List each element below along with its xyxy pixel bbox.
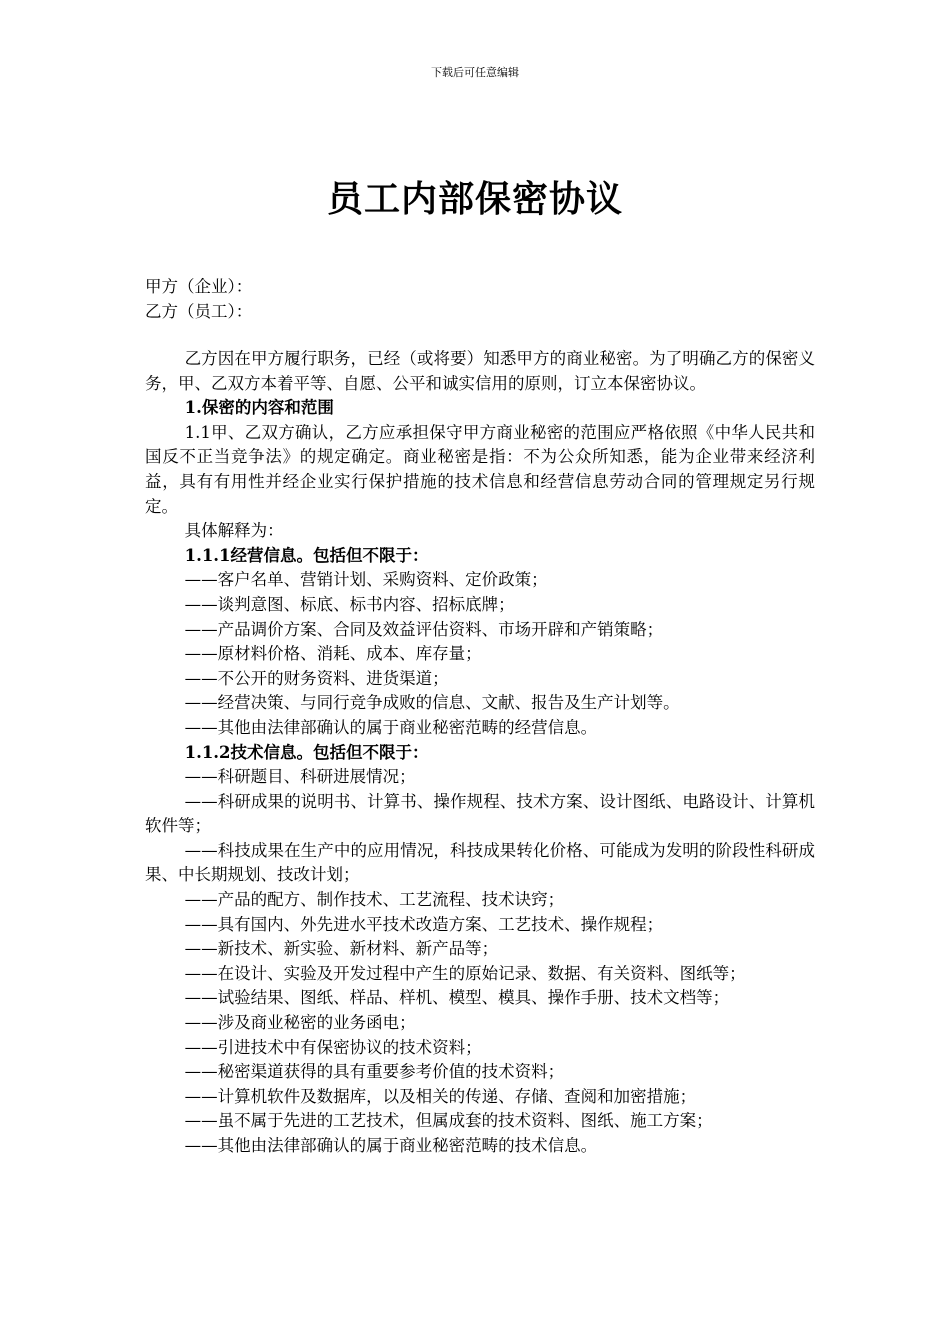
subsection-1-1-1-heading: 1.1.1经营信息。包括但不限于： — [184, 545, 429, 565]
list-item: ——具有国内、外先进水平技术改造方案、工艺技术、操作规程； — [184, 914, 664, 934]
list-item: ——计算机软件及数据库，以及相关的传递、存储、查阅和加密措施； — [184, 1086, 697, 1106]
list-item: ——新技术、新实验、新材料、新产品等； — [184, 939, 499, 959]
section-1-heading: 1.保密的内容和范围 — [184, 398, 334, 418]
list-item: ——其他由法律部确认的属于商业秘密范畴的技术信息。 — [184, 1136, 598, 1155]
list-item: ——涉及商业秘密的业务函电； — [184, 1013, 416, 1033]
list-item: ——试验结果、图纸、样品、样机、模型、模具、操作手册、技术文档等； — [184, 988, 730, 1008]
party-b-line: 乙方（员工）： — [145, 302, 253, 321]
list-item: ——科研成果的说明书、计算书、操作规程、技术方案、设计图纸、电路设计、计算机软件等； — [145, 791, 815, 836]
list-item: ——秘密渠道获得的具有重要参考价值的技术资料； — [184, 1062, 565, 1082]
list-item: ——谈判意图、标底、标书内容、招标底牌； — [184, 594, 515, 614]
list-item: ——科研题目、科研进展情况； — [184, 767, 416, 787]
header-note: 下载后可任意编辑 — [431, 66, 519, 79]
document-title: 员工内部保密协议 — [326, 178, 623, 220]
clause-1-1: 1.1甲、乙双方确认，乙方应承担保守甲方商业秘密的范围应严格依照《中华人民共和国反不正当竞争法》的规定确定。商业秘密是指：不为公众所知悉，能为企业带来经济利益，具有有用性并经企业实行保护措施的技术信息和经营信息劳动合同的管理规定另行规定。 — [145, 422, 815, 516]
list-item: ——经营决策、与同行竞争成败的信息、文献、报告及生产计划等。 — [184, 693, 680, 713]
list-item: ——产品调价方案、合同及效益评估资料、市场开辟和产销策略； — [184, 619, 664, 639]
list-item: ——客户名单、营销计划、采购资料、定价政策； — [184, 570, 548, 590]
intro-paragraph: 乙方因在甲方履行职务，已经（或将要）知悉甲方的商业秘密。为了明确乙方的保密义务，甲、乙双方本着平等、自愿、公平和诚实信用的原则，订立本保密协议。 — [145, 349, 815, 393]
list-item: ——原材料价格、消耗、成本、库存量； — [184, 644, 482, 664]
parties-block — [145, 274, 815, 324]
list-item: ——虽不属于先进的工艺技术，但属成套的技术资料、图纸、施工方案； — [184, 1111, 713, 1131]
list-item: ——产品的配方、制作技术、工艺流程、技术诀窍； — [184, 890, 565, 910]
document-body — [145, 347, 815, 1159]
list-item: ——引进技术中有保密协议的技术资料； — [184, 1037, 482, 1057]
explain-line: 具体解释为： — [184, 521, 284, 541]
party-a-line: 甲方（企业）： — [145, 277, 253, 296]
list-item: ——其他由法律部确认的属于商业秘密范畴的经营信息。 — [184, 717, 598, 737]
subsection-1-1-2-heading: 1.1.2技术信息。包括但不限于： — [184, 742, 429, 762]
list-item: ——科技成果在生产中的应用情况，科技成果转化价格、可能成为发明的阶段性科研成果、中长期规划、技改计划； — [145, 840, 815, 885]
list-item: ——在设计、实验及开发过程中产生的原始记录、数据、有关资料、图纸等； — [184, 963, 746, 983]
list-item: ——不公开的财务资料、进货渠道； — [184, 668, 449, 688]
